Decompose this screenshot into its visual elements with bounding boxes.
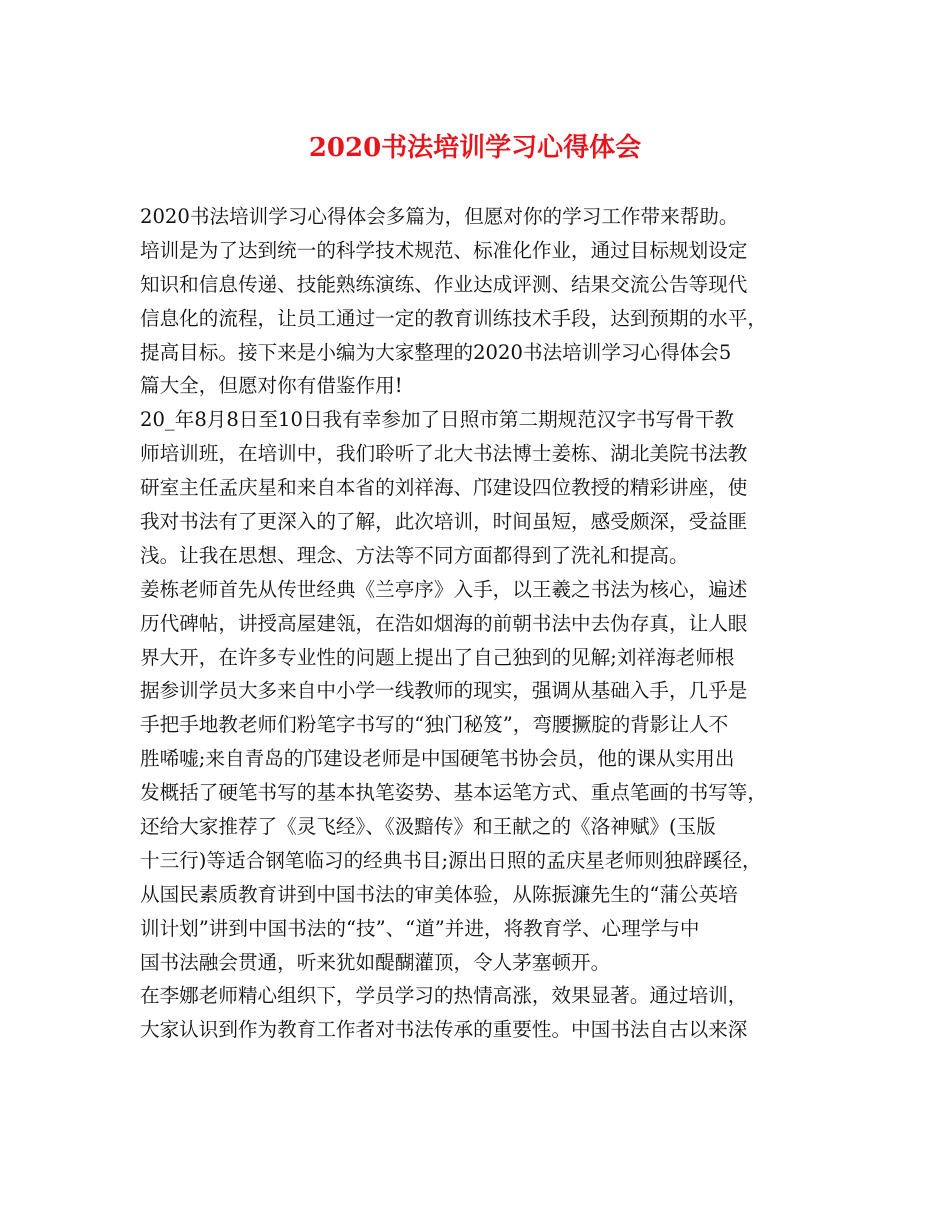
text-line: 信息化的流程，让员工通过一定的教育训练技术手段，达到预期的水平， xyxy=(140,306,767,330)
text-line: 训计划”讲到中国书法的“技”、“道”并进，将教育学、心理学与中 xyxy=(140,916,700,940)
text-line: 我对书法有了更深入的了解，此次培训，时间虽短，感受颇深，受益匪 xyxy=(140,510,748,534)
text-line: 从国民素质教育讲到中国书法的审美体验，从陈振濂先生的“蒲公英培 xyxy=(140,882,738,906)
text-line: 界大开，在许多专业性的问题上提出了自己独到的见解;刘祥海老师根 xyxy=(140,645,735,669)
text-line: 姜栋老师首先从传世经典《兰亭序》入手，以王羲之书法为核心，遍述 xyxy=(140,577,748,601)
text-line: 据参训学员大多来自中小学一线教师的现实，强调从基础入手，几乎是 xyxy=(140,679,748,703)
text-line: 研室主任孟庆星和来自本省的刘祥海、邝建设四位教授的精彩讲座，使 xyxy=(140,476,748,500)
text-line: 国书法融会贯通，听来犹如醍醐灌顶，令人茅塞顿开。 xyxy=(140,950,611,974)
text-line: 在李娜老师精心组织下，学员学习的热情高涨，效果显著。通过培训， xyxy=(140,984,748,1008)
text-line: 知识和信息传递、技能熟练演练、作业达成评测、结果交流公告等现代 xyxy=(140,272,748,296)
text-line: 篇大全，但愿对你有借鉴作用! xyxy=(140,374,403,398)
text-line: 手把手地教老师们粉笔字书写的“独门秘笈”，弯腰撅腚的背影让人不 xyxy=(140,713,729,737)
text-line: 发概括了硬笔书写的基本执笔姿势、基本运笔方式、重点笔画的书写等， xyxy=(140,781,767,805)
text-line: 历代碑帖，讲授高屋建瓴，在浩如烟海的前朝书法中去伪存真，让人眼 xyxy=(140,611,748,635)
document-body xyxy=(140,200,830,1047)
text-line: 2020书法培训学习心得体会多篇为，但愿对你的学习工作带来帮助。 xyxy=(140,205,739,228)
text-line: 师培训班，在培训中，我们聆听了北大书法博士姜栋、湖北美院书法教 xyxy=(140,442,748,466)
text-line: 培训是为了达到统一的科学技术规范、标准化作业，通过目标规划设定 xyxy=(140,238,748,262)
text-line: 大家认识到作为教育工作者对书法传承的重要性。中国书法自古以来深 xyxy=(140,1018,748,1042)
text-line: 还给大家推荐了《灵飞经》、《汲黯传》和王献之的《洛神赋》(玉版 xyxy=(140,815,716,839)
text-line: 20_年8月8日至10日我有幸参加了日照市第二期规范汉字书写骨干教 xyxy=(140,408,735,432)
document-title: 2020书法培训学习心得体会 xyxy=(308,133,642,163)
text-line: 十三行)等适合钢笔临习的经典书目;源出日照的孟庆星老师则独辟蹊径， xyxy=(140,848,762,872)
text-line: 提高目标。接下来是小编为大家整理的2020书法培训学习心得体会5 xyxy=(140,340,732,364)
text-line: 胜唏嘘;来自青岛的邝建设老师是中国硬笔书协会员，他的课从实用出 xyxy=(140,747,735,771)
text-line: 浅。让我在思想、理念、方法等不同方面都得到了洗礼和提高。 xyxy=(140,543,689,567)
